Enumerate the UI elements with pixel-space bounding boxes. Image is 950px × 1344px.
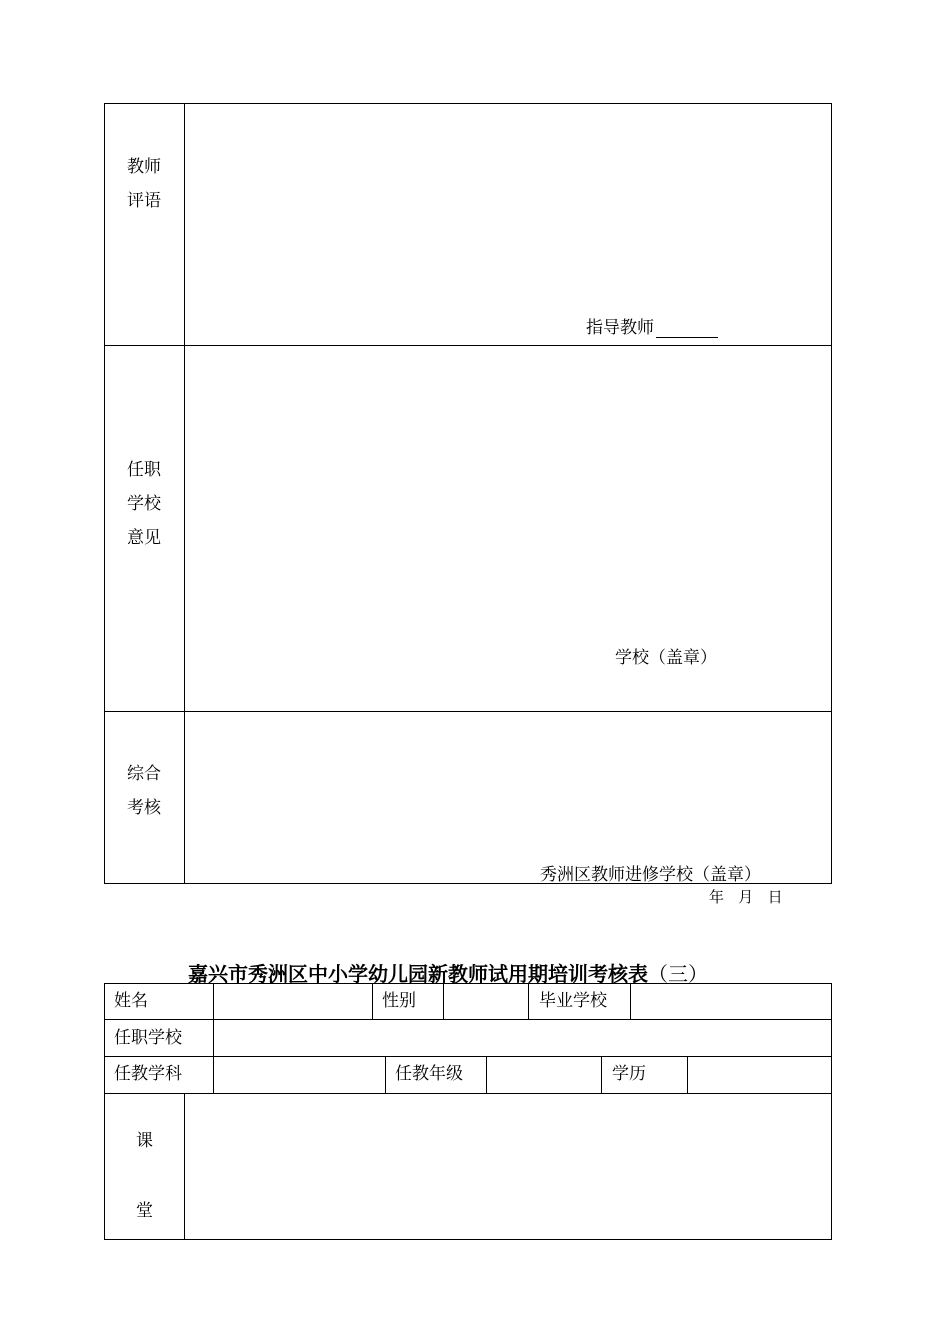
evaluation-row-divider — [104, 711, 832, 712]
info-cell-divider — [687, 1056, 688, 1093]
training-school-stamp: 秀洲区教师进修学校（盖章） — [540, 865, 761, 885]
evaluation-row-divider — [104, 345, 832, 346]
employing-school-field[interactable] — [215, 1021, 830, 1055]
mentor-signature: 指导教师 — [586, 313, 718, 338]
classroom-label-char1: 课 — [136, 1131, 153, 1151]
info-cell-divider — [213, 1056, 214, 1093]
classroom-area[interactable] — [186, 1095, 830, 1238]
info-cell-divider — [372, 983, 373, 1019]
subject-field[interactable] — [215, 1058, 383, 1092]
name-field[interactable] — [215, 985, 370, 1018]
graduated-school-field[interactable] — [632, 985, 830, 1018]
school-opinion-label: 任职 学校 意见 — [127, 460, 161, 548]
form-title: 嘉兴市秀洲区中小学幼儿园新教师试用期培训考核表（三） — [188, 962, 708, 986]
info-cell-divider — [528, 983, 529, 1019]
grade-field[interactable] — [488, 1058, 599, 1092]
education-label: 学历 — [612, 1064, 646, 1084]
mentor-signature-line[interactable] — [656, 319, 718, 338]
info-cell-divider — [213, 983, 214, 1056]
info-cell-divider — [601, 1056, 602, 1093]
school-opinion-area[interactable] — [186, 347, 830, 627]
info-cell-divider — [486, 1056, 487, 1093]
classroom-label-char2: 堂 — [136, 1201, 153, 1221]
overall-assessment-label: 综合 考核 — [127, 764, 161, 818]
date-line: 年 月 日 — [709, 888, 783, 906]
info-row-divider — [104, 1093, 832, 1094]
evaluation-table-column-divider — [184, 103, 185, 884]
info-cell-divider — [385, 1056, 386, 1093]
school-stamp: 学校（盖章） — [615, 648, 717, 668]
gender-label: 性别 — [382, 991, 416, 1011]
overall-assessment-area[interactable] — [186, 713, 830, 843]
info-cell-divider — [443, 983, 444, 1019]
employing-school-label: 任职学校 — [114, 1028, 182, 1048]
info-cell-divider — [630, 983, 631, 1019]
graduated-school-label: 毕业学校 — [539, 991, 607, 1011]
teacher-comment-area[interactable] — [186, 105, 830, 305]
grade-label: 任教年级 — [395, 1064, 463, 1084]
education-field[interactable] — [689, 1058, 830, 1092]
teacher-comment-label: 教师 评语 — [127, 157, 161, 211]
gender-field[interactable] — [445, 985, 526, 1018]
subject-label: 任教学科 — [114, 1064, 182, 1084]
classroom-column-divider — [184, 1093, 185, 1240]
name-label: 姓名 — [114, 991, 148, 1011]
